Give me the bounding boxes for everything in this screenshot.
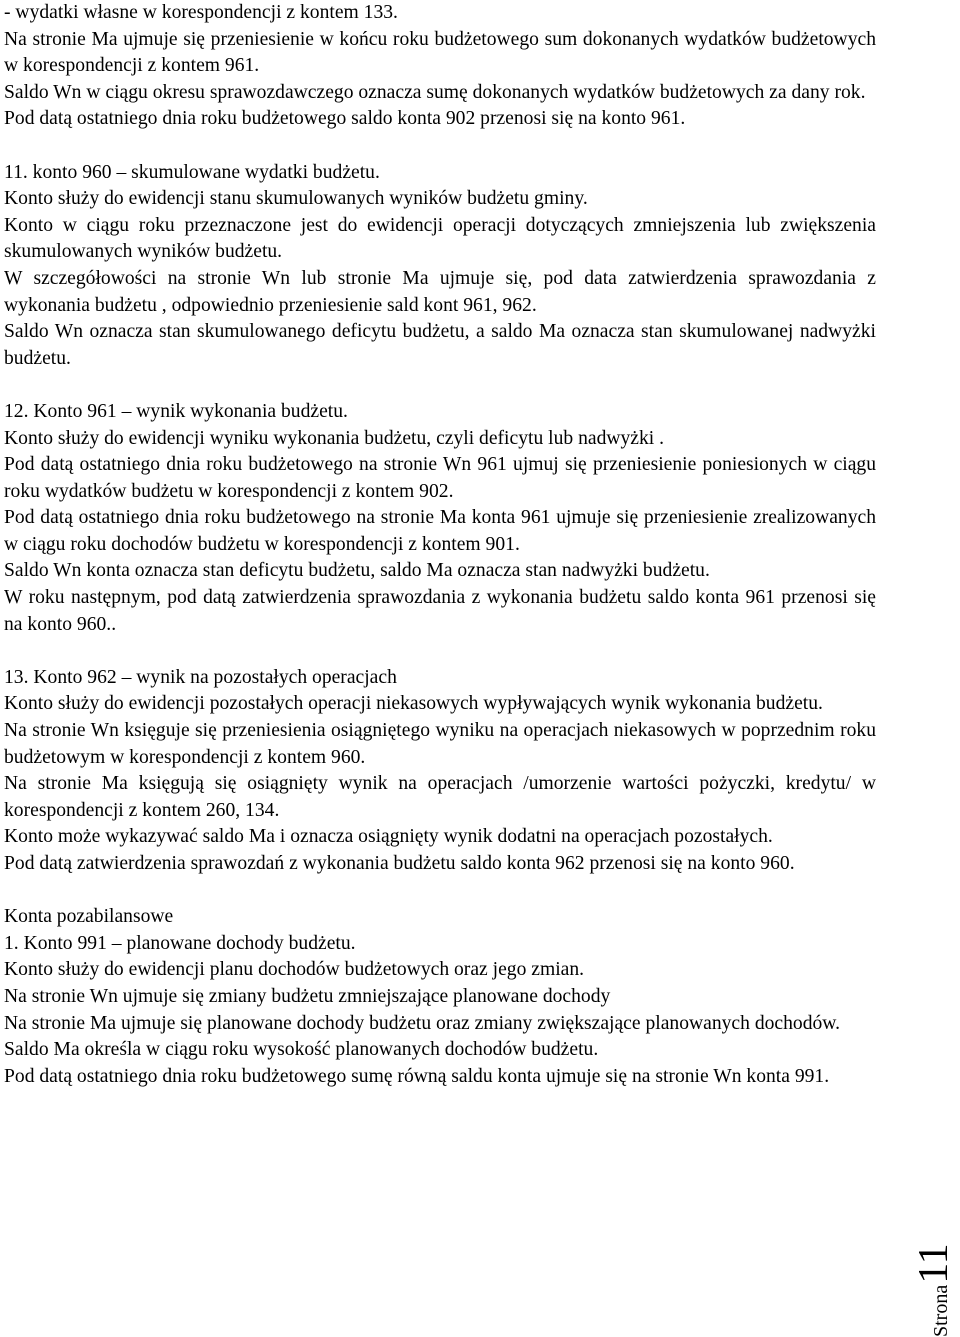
page-number: 11 <box>911 1243 957 1284</box>
paragraph: Na stronie Wn ujmuje się zmiany budżetu zmniejszające planowane dochody <box>4 985 611 1007</box>
paragraph: Konto służy do ewidencji pozostałych operacji niekasowych wypływających wynik wykonania budżetu. <box>4 693 823 715</box>
paragraph: Na stronie Ma księgują się osiągnięty wynik na operacjach /umorzenie wartości pożyczki, kredytu/ w korespondencji z kontem 260, 134. <box>4 773 876 821</box>
paragraph-gap <box>4 878 876 905</box>
page-word: Strona <box>930 1284 952 1337</box>
paragraph: - wydatki własne w korespondencji z kontem 133. <box>4 2 398 23</box>
paragraph: Konto służy do ewidencji wyniku wykonania budżetu, czyli deficytu lub nadwyżki . <box>4 427 665 449</box>
paragraph-gap <box>4 372 876 399</box>
document-page <box>4 0 876 1090</box>
paragraph: Na stronie Ma ujmuje się planowane dochody budżetu oraz zmiany zwiększające planowanych dochodów. <box>4 1012 841 1034</box>
paragraph: Pod datą ostatniego dnia roku budżetowego na stronie Wn 961 ujmuj się przeniesienie poniesionych w ciągu roku wydatków budżetu w korespondencji z kontem 902. <box>4 454 876 502</box>
page-number-label <box>910 1243 958 1337</box>
paragraph: Pod datą zatwierdzenia sprawozdań z wykonania budżetu saldo konta 962 przenosi się na konto 960. <box>4 853 795 874</box>
paragraph: Konto służy do ewidencji planu dochodów budżetowych oraz jego zmian. <box>4 959 585 981</box>
paragraph: Saldo Wn w ciągu okresu sprawozdawczego oznacza sumę dokonanych wydatków budżetowych za dany rok. <box>4 81 866 103</box>
paragraph: Pod datą ostatniego dnia roku budżetowego saldo konta 902 przenosi się na konto 961. <box>4 108 686 130</box>
paragraph: Saldo Wn oznacza stan skumulowanego deficytu budżetu, a saldo Ma oznacza stan skumulowanej nadwyżki budżetu. <box>4 321 876 369</box>
section-heading-11: 11. konto 960 – skumulowane wydatki budżetu. <box>4 161 380 183</box>
paragraph: W szczegółowości na stronie Wn lub stronie Ma ujmuje się, pod data zatwierdzenia sprawozdania z wykonania budżetu , odpowiednio przeniesienie sald kont 961, 962. <box>4 267 876 316</box>
page-number-footer <box>911 1207 960 1337</box>
section-heading-13: 13. Konto 962 – wynik na pozostałych operacjach <box>4 666 397 688</box>
paragraph: Konto może wykazywać saldo Ma i oznacza osiągnięty wynik dodatni na operacjach pozostałych. <box>4 826 773 848</box>
paragraph: W roku następnym, pod datą zatwierdzenia sprawozdania z wykonania budżetu saldo konta 961 przenosi się na konto 960.. <box>4 587 876 635</box>
paragraph: Na stronie Wn księguje się przeniesienia osiągniętego wyniku na operacjach niekasowych w poprzednim roku budżetowym w korespondencji z kontem 960. <box>4 720 876 768</box>
paragraph: Pod datą ostatniego dnia roku budżetowego na stronie Ma konta 961 ujmuje się przeniesienie zrealizowanych w ciągu roku dochodów budżetu w korespondencji z kontem 901. <box>4 507 876 555</box>
paragraph: Pod datą ostatniego dnia roku budżetowego sumę równą saldu konta ujmuje się na stronie Wn konta 991. <box>4 1065 830 1087</box>
paragraph: Na stronie Ma ujmuje się przeniesienie w końcu roku budżetowego sum dokonanych wydatków budżetowych w korespondencji z kontem 961. <box>4 28 876 77</box>
paragraph: Saldo Wn konta oznacza stan deficytu budżetu, saldo Ma oznacza stan nadwyżki budżetu. <box>4 560 710 582</box>
paragraph-gap <box>4 133 876 160</box>
paragraph: Saldo Ma określa w ciągu roku wysokość planowanych dochodów budżetu. <box>4 1039 599 1061</box>
paragraph-gap <box>4 638 876 665</box>
section-heading-12: 12. Konto 961 – wynik wykonania budżetu. <box>4 400 348 422</box>
paragraph: Konto służy do ewidencji stanu skumulowanych wyników budżetu gminy. <box>4 188 588 210</box>
section-heading-991: 1. Konto 991 – planowane dochody budżetu. <box>4 932 356 954</box>
paragraph: Konto w ciągu roku przeznaczone jest do ewidencji operacji dotyczących zmniejszenia lub zwiększenia skumulowanych wyników budżetu. <box>4 214 876 263</box>
section-heading-off-balance: Konta pozabilansowe <box>4 906 174 928</box>
